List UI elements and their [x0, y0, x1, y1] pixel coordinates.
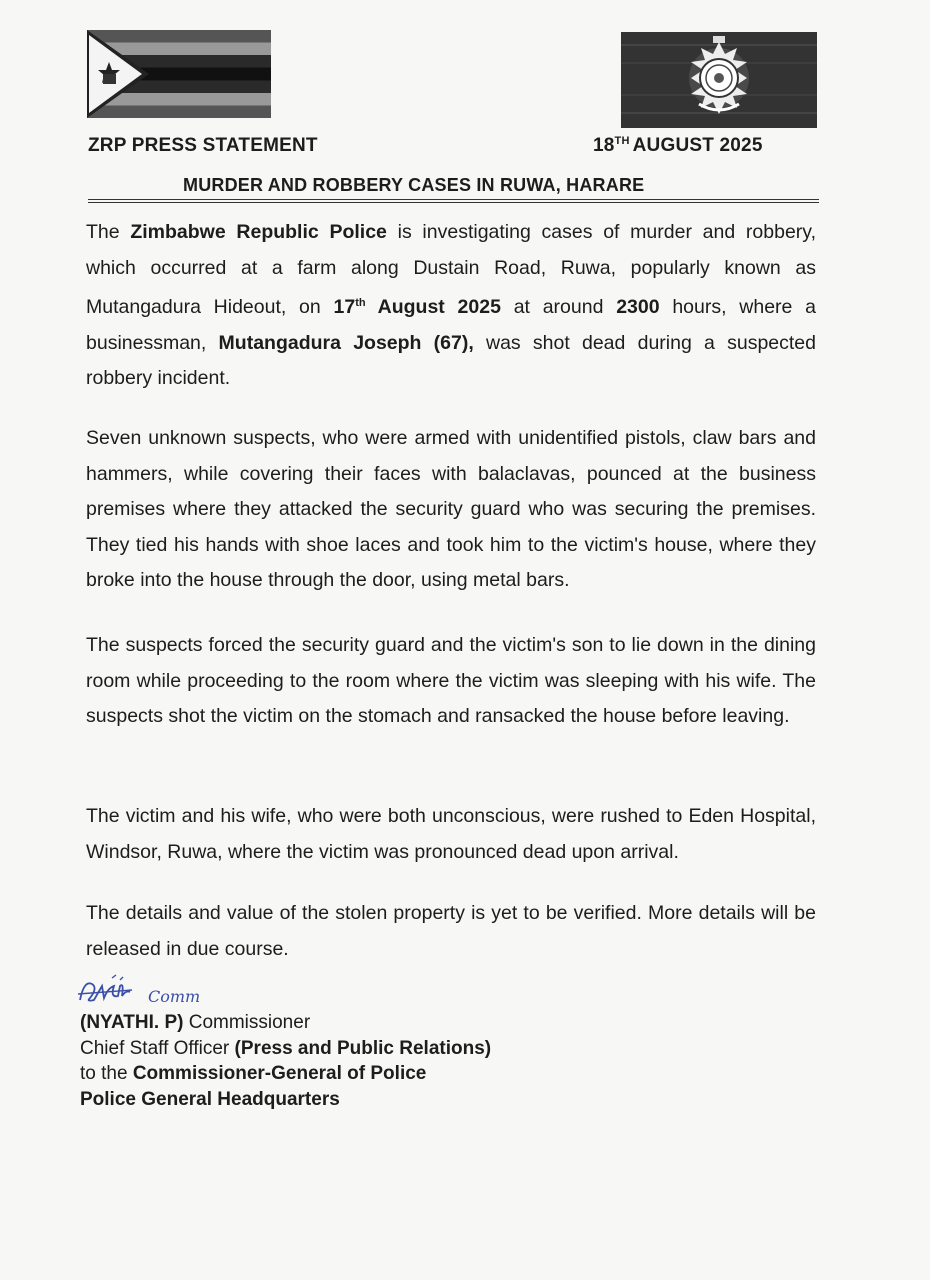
signatory-hq-line: Police General Headquarters — [80, 1088, 340, 1110]
zimbabwe-flag-icon — [87, 30, 271, 118]
statement-date: 18TH AUGUST 2025 — [593, 135, 763, 156]
signatory-title-line: Chief Staff Officer (Press and Public Relations) — [80, 1037, 492, 1059]
signoff-block — [80, 1010, 491, 1112]
paragraph-2: Seven unknown suspects, who were armed with unidentified pistols, claw bars and hammers, while covering their faces with balaclavas, pounced at the business premises where they attacked the security guard who was securing the premises. They tied his hands with shoe laces and took him to the victim's house, where they broke into the house through the door, using metal bars. — [86, 427, 816, 591]
paragraph-3: The suspects forced the security guard and the victim's son to lie down in the dining room while proceeding to the room where the victim was sleeping with his wife. The suspects shot the victim on the stomach and ransacked the house before leaving. — [86, 634, 816, 727]
statement-label: ZRP PRESS STATEMENT — [88, 135, 318, 156]
signature-text: Comm — [148, 987, 201, 1006]
signatory-line: (NYATHI. P) Commissioner — [80, 1012, 311, 1033]
headline-underline-2 — [88, 202, 819, 203]
paragraph-4: The victim and his wife, who were both unconscious, were rushed to Eden Hospital, Windsor, Ruwa, where the victim was pronounced dead upon arrival. — [86, 805, 816, 863]
signatory-office-line: to the Commissioner-General of Police — [80, 1063, 427, 1084]
headline: MURDER AND ROBBERY CASES IN RUWA, HARARE — [183, 175, 645, 195]
headline-underline — [88, 199, 819, 200]
zrp-crest-icon — [621, 32, 817, 128]
paragraph-1: The Zimbabwe Republic Police is investigating cases of murder and robbery, which occurred at a farm along Dustain Road, Ruwa, popularly known as Mutangadura Hideout, on 17th August 2025 at around 2300 hours, where a businessman, Mutangadura Joseph (67), was shot dead during a suspected robbery incident. — [86, 221, 817, 389]
paragraph-5: The details and value of the stolen property is yet to be verified. More details will be released in due course. — [86, 902, 816, 960]
